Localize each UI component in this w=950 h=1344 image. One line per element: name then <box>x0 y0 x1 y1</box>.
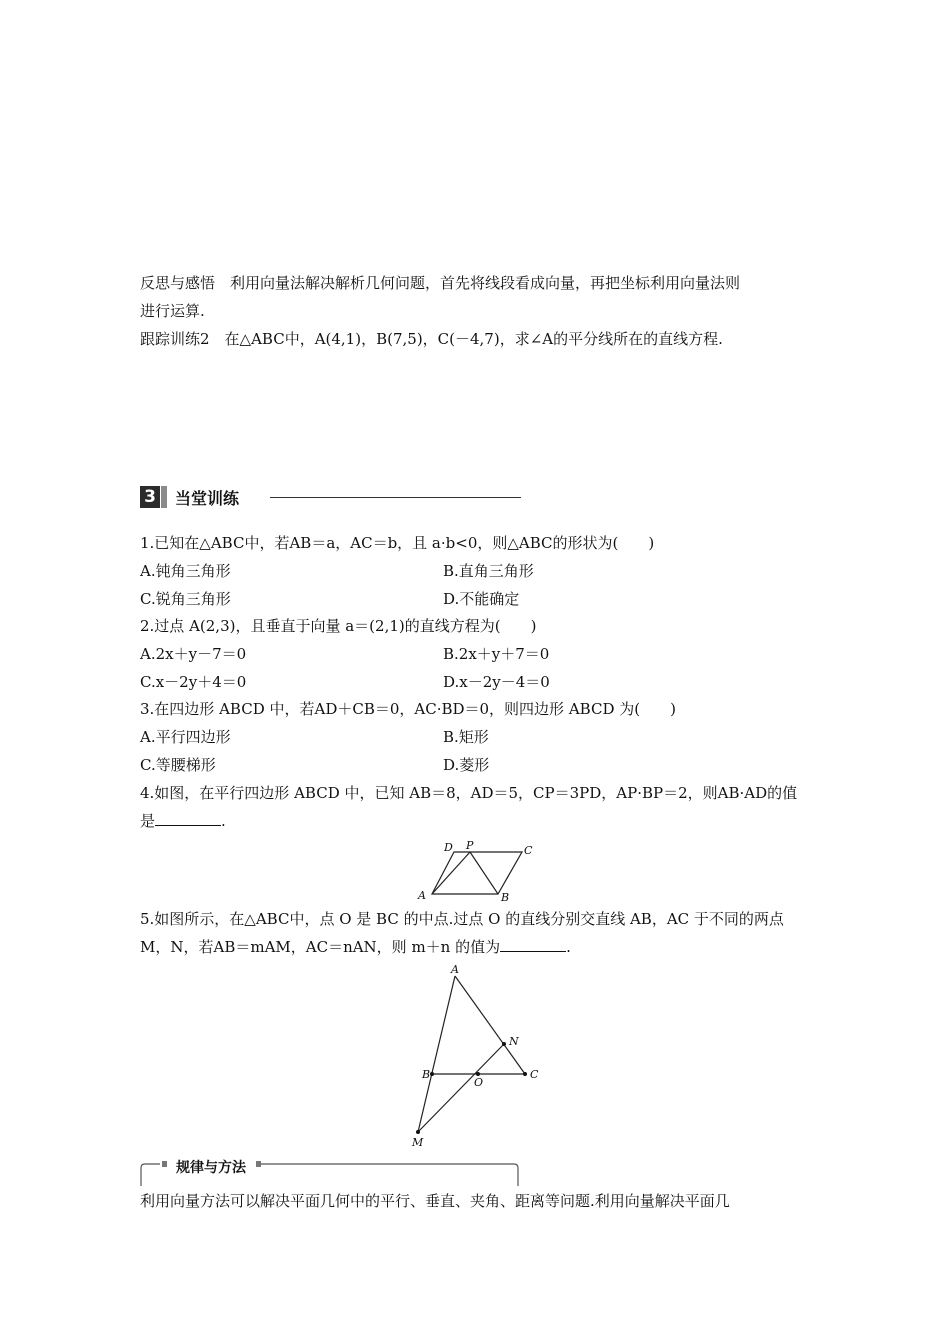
q3-option-b: B.矩形 <box>443 728 489 746</box>
q5-triangle-figure <box>405 962 555 1152</box>
q4-label-d: D <box>444 841 453 854</box>
q5-label-m: M <box>412 1136 424 1149</box>
section-heading <box>140 485 239 509</box>
q5-line-2-text: M，N，若AB＝mAM，AC＝nAN，则 m＋n 的值为 <box>140 938 501 956</box>
q4-label-p: P <box>466 839 474 852</box>
q5-point-c <box>523 1072 527 1076</box>
q5-segment-mn <box>418 1044 504 1132</box>
q5-point-n <box>502 1042 506 1046</box>
q5-line-2 <box>140 936 571 958</box>
q5-line-2-end: . <box>566 938 571 956</box>
q5-label-a: A <box>451 963 459 976</box>
reflection-line-1: 反思与感悟 利用向量法解决解析几何问题，首先将线段看成向量，再把坐标利用向量法则 <box>140 274 741 292</box>
q1-option-c: C.锐角三角形 <box>140 590 231 608</box>
section-number-accent <box>161 486 167 508</box>
q5-point-m <box>416 1130 420 1134</box>
q4-line-1: 4.如图，在平行四边形 ABCD 中，已知 AB＝8，AD＝5，CP＝3PD，AP·BP＝2，则AB·AD的值 <box>140 784 798 802</box>
q4-line-2-text: 是 <box>140 812 156 830</box>
q1-option-a: A.钝角三角形 <box>140 562 231 580</box>
q2-option-a: A.2x＋y－7＝0 <box>140 645 247 663</box>
q5-segment-am <box>418 976 455 1132</box>
q5-label-c: C <box>530 1068 539 1081</box>
law-title: 规律与方法 <box>172 1157 250 1177</box>
section-rule <box>270 497 521 498</box>
q5-point-b <box>430 1072 434 1076</box>
q4-label-b: B <box>501 891 510 904</box>
q1-stem: 1.已知在△ABC中，若AB＝a，AC＝b，且 a·b<0，则△ABC的形状为( ) <box>140 534 655 552</box>
section-title: 当堂训练 <box>175 488 240 508</box>
q2-option-c: C.x－2y＋4＝0 <box>140 673 247 691</box>
q3-option-d: D.菱形 <box>443 756 490 774</box>
q4-line-2-end: . <box>221 812 226 830</box>
q4-segment-bp <box>470 852 498 894</box>
q5-answer-blank <box>500 937 566 952</box>
q5-label-b: B <box>422 1068 431 1081</box>
q4-parallelogram-figure <box>410 838 540 904</box>
q4-parallelogram <box>432 852 522 894</box>
q2-stem: 2.过点 A(2,3)，且垂直于向量 a＝(2,1)的直线方程为( ) <box>140 617 537 635</box>
q4-label-a: A <box>418 889 426 902</box>
law-text: 利用向量方法可以解决平面几何中的平行、垂直、夹角、距离等问题.利用向量解决平面几 <box>140 1192 730 1210</box>
q3-stem: 3.在四边形 ABCD 中，若AD＋CB＝0，AC·BD＝0，则四边形 ABCD 为( ) <box>140 700 676 718</box>
q3-option-c: C.等腰梯形 <box>140 756 216 774</box>
q1-option-d: D.不能确定 <box>443 590 520 608</box>
q5-segment-ac <box>455 976 525 1074</box>
q5-label-n: N <box>509 1035 519 1048</box>
q1-option-b: B.直角三角形 <box>443 562 534 580</box>
q4-label-c: C <box>524 844 533 857</box>
section-number: 3 <box>140 486 160 508</box>
q5-label-o: O <box>474 1076 484 1089</box>
q5-line-1: 5.如图所示，在△ABC中，点 O 是 BC 的中点.过点 O 的直线分别交直线 AB，AC 于不同的两点 <box>140 910 784 928</box>
reflection-line-2: 进行运算. <box>140 302 205 320</box>
q3-option-a: A.平行四边形 <box>140 728 231 746</box>
followup-question: 跟踪训练2 在△ABC中，A(4,1)，B(7,5)，C(－4,7)，求∠A的平分线所在的直线方程. <box>140 330 723 348</box>
q4-line-2 <box>140 810 226 832</box>
q2-option-b: B.2x＋y＋7＝0 <box>443 645 550 663</box>
q2-option-d: D.x－2y－4＝0 <box>443 673 550 691</box>
q4-answer-blank <box>155 811 221 826</box>
